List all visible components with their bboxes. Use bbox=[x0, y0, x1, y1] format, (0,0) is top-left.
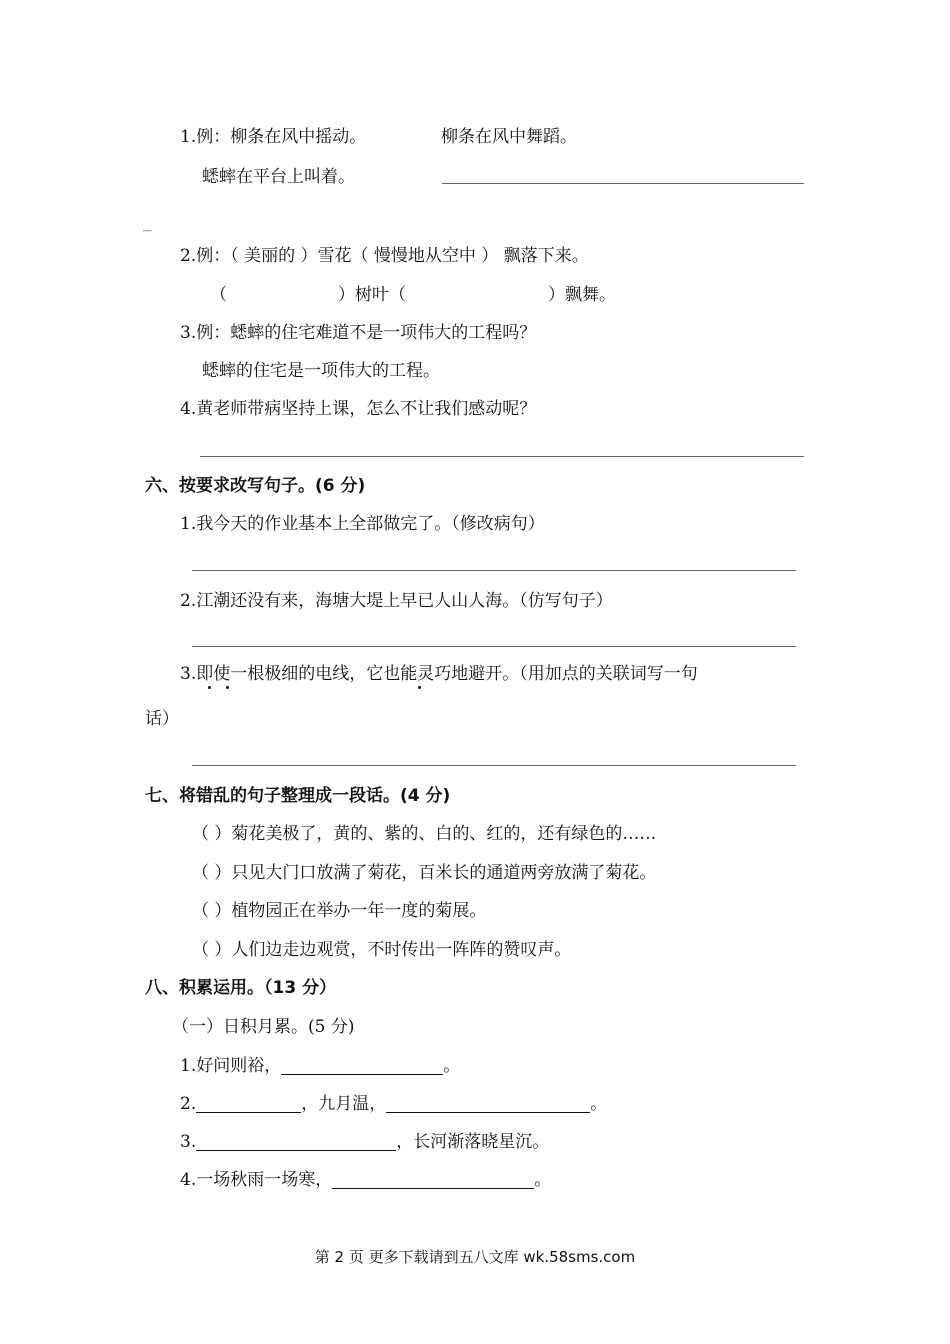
q5-2-example: 2.例：（ 美丽的 ）雪花（ 慢慢地从空中 ） 飘落下来。 bbox=[180, 246, 589, 266]
fill-blank[interactable] bbox=[332, 1170, 534, 1189]
order-item: （ ）菊花美极了，黄的、紫的、白的、红的，还有绿色的…… bbox=[192, 824, 657, 844]
fill-blank[interactable] bbox=[386, 1094, 590, 1113]
q8-3-start: 3. bbox=[180, 1132, 197, 1152]
emphasis-dot bbox=[226, 686, 229, 689]
q5-1-prompt: 蟋蟀在平台上叫着。 bbox=[202, 167, 355, 187]
q8-3-end: ，长河渐落晓星沉。 bbox=[396, 1132, 550, 1152]
subsection-1-title: （一）日积月累。(5 分) bbox=[172, 1017, 355, 1037]
answer-line[interactable] bbox=[192, 765, 796, 766]
section-7-title: 七、将错乱的句子整理成一段话。(4 分) bbox=[145, 786, 451, 806]
emphasis-dot bbox=[208, 686, 211, 689]
q8-2-start: 2. bbox=[180, 1094, 197, 1114]
emphasis-dot bbox=[418, 686, 421, 689]
q5-3-prompt: 蟋蟀的住宅是一项伟大的工程。 bbox=[202, 361, 440, 381]
section-6-title: 六、按要求改写句子。(6 分) bbox=[145, 476, 366, 496]
section-8-title: 八、积累运用。（13 分） bbox=[145, 978, 337, 998]
q6-2: 2.江潮还没有来，海塘大堤上早已人山人海。（仿写句子） bbox=[180, 591, 613, 611]
q8-4-start: 4.一场秋雨一场寒， bbox=[180, 1170, 333, 1190]
fill-blank[interactable] bbox=[281, 1056, 443, 1075]
q5-2-tree: ）树叶（ bbox=[338, 285, 406, 305]
page-footer: 第 2 页 更多下载请到五八文库 wk.58sms.com bbox=[314, 1248, 636, 1266]
answer-line[interactable] bbox=[200, 456, 804, 457]
answer-line[interactable] bbox=[192, 646, 796, 647]
q8-3 bbox=[180, 1130, 549, 1154]
q6-1: 1.我今天的作业基本上全部做完了。（修改病句） bbox=[180, 514, 545, 534]
q6-3-line2: 话） bbox=[145, 709, 179, 729]
q8-4 bbox=[180, 1168, 551, 1192]
fill-blank[interactable] bbox=[196, 1094, 301, 1113]
answer-line[interactable] bbox=[442, 183, 804, 184]
answer-line[interactable] bbox=[192, 570, 796, 571]
q6-3-line1: 3.即使一根极细的电线，它也能灵巧地避开。（用加点的关联词写一句 bbox=[180, 664, 698, 684]
q5-1-example-a: 1.例：柳条在风中摇动。 bbox=[180, 127, 367, 147]
q8-4-end: 。 bbox=[534, 1170, 552, 1190]
q5-3-example: 3.例：蟋蟀的住宅难道不是一项伟大的工程吗？ bbox=[180, 323, 537, 343]
q8-2-mid: ，九月温， bbox=[301, 1094, 387, 1114]
q5-1-example-b: 柳条在风中舞蹈。 bbox=[441, 127, 577, 147]
q8-2-end: 。 bbox=[590, 1094, 608, 1114]
q5-2-end: ）飘舞。 bbox=[548, 285, 616, 305]
q8-2 bbox=[180, 1092, 607, 1116]
stray-mark: _ bbox=[143, 212, 152, 232]
q5-4-prompt: 4.黄老师带病坚持上课，怎么不让我们感动呢？ bbox=[180, 399, 537, 419]
q5-2-open-paren: （ bbox=[210, 285, 227, 305]
order-item: （ ）只见大门口放满了菊花，百米长的通道两旁放满了菊花。 bbox=[192, 863, 657, 883]
q8-1-start: 1.好问则裕， bbox=[180, 1056, 282, 1076]
q8-1 bbox=[180, 1054, 460, 1078]
fill-blank[interactable] bbox=[196, 1132, 396, 1151]
order-item: （ ）植物园正在举办一年一度的菊展。 bbox=[192, 901, 487, 921]
q8-1-end: 。 bbox=[443, 1056, 461, 1076]
order-item: （ ）人们边走边观赏，不时传出一阵阵的赞叹声。 bbox=[192, 940, 572, 960]
